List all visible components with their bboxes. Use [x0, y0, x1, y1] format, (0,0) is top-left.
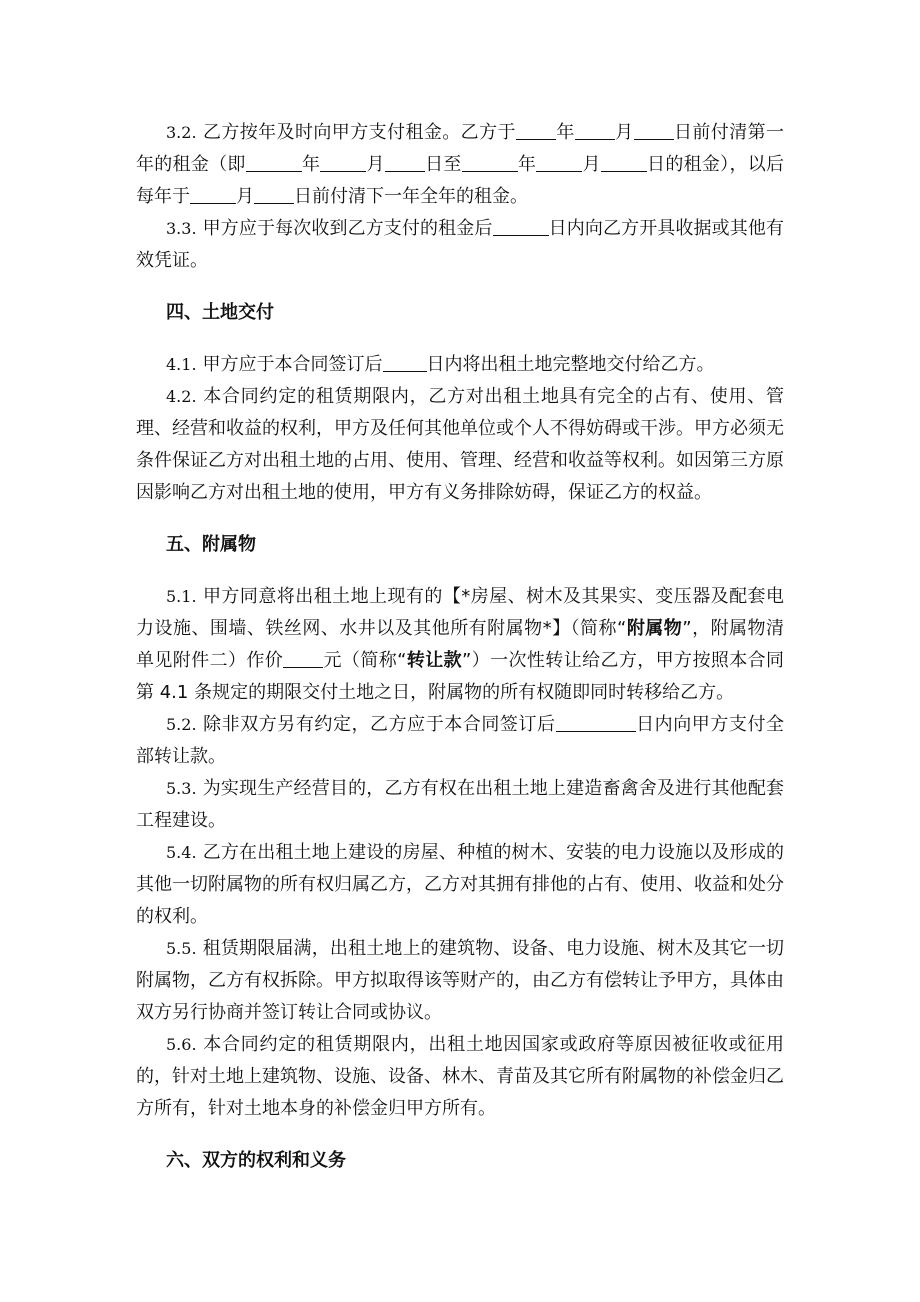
clause-text: 日前付清第一年的租金（即	[136, 122, 785, 175]
clause-text: 年	[517, 154, 537, 175]
spacer	[0, 561, 920, 581]
clause-5-2	[0, 709, 920, 773]
clause-text: 日的租金），以后每年于	[136, 154, 785, 207]
clause-text: 乙方在出租土地上建设的房屋、种植的树木、安装的电力设施以及形成的其他一切附属物的所有权归属乙方，乙方对其拥有排他的占有、使用、收益和处分的权利。	[136, 842, 784, 927]
blank-field	[385, 153, 425, 172]
blank-field	[634, 121, 674, 140]
clause-text: 日前付清下一年全年的租金。	[294, 186, 528, 207]
blank-field	[536, 153, 582, 172]
clause-number: 5.5.	[166, 939, 197, 958]
clause-number: 5.1.	[166, 587, 197, 606]
clause-text: 月	[236, 186, 254, 207]
clause-text: 为实现生产经营目的，乙方有权在出租土地上建造畜禽舍及进行其他配套工程建设。	[136, 778, 784, 831]
clause-number: 5.2.	[166, 715, 197, 734]
document-body	[0, 117, 920, 1177]
clause-text: 元（简称“	[323, 650, 407, 671]
blank-field	[246, 153, 302, 172]
clause-text: 日内向乙方开具收据或其他有效凭证。	[136, 218, 785, 271]
clause-number: 5.6.	[166, 1035, 197, 1054]
clause-5-4	[0, 837, 920, 933]
spacer	[0, 329, 920, 349]
blank-field	[383, 353, 427, 372]
clause-4-1	[0, 349, 920, 381]
clause-text: 本合同约定的租赁期限内，出租土地因国家或政府等原因被征收或征用的，针对土地上建筑物、设施、设备、林木、青苗及其它所有附属物的补偿金归乙方所有，针对土地本身的补偿金归甲方所有。	[136, 1034, 784, 1119]
clause-text: ”）一次性转让给乙方，甲方按照本合同第 4.1 条规定的期限交付土地之日，附属物的所有权随即同时转移给乙方。	[136, 650, 785, 703]
clause-number: 4.2.	[166, 387, 197, 406]
blank-field	[556, 713, 636, 732]
clause-number: 5.4.	[166, 843, 197, 862]
section-heading-4: 四、土地交付	[166, 302, 274, 323]
spacer	[0, 1125, 920, 1145]
defined-term: 附属物	[626, 618, 683, 639]
clause-text: 月	[614, 122, 634, 143]
spacer	[0, 277, 920, 297]
blank-field	[493, 217, 549, 236]
spacer	[0, 509, 920, 529]
blank-field	[516, 121, 556, 140]
clause-text: 年	[555, 122, 575, 143]
blank-field	[190, 185, 236, 204]
clause-4-2	[0, 381, 920, 509]
clause-text: 除非双方另有约定，乙方应于本合同签订后	[202, 714, 556, 735]
clause-text: 本合同约定的租赁期限内，乙方对出租土地具有完全的占有、使用、管理、经营和收益的权利，甲方及任何其他单位或个人不得妨碍或干涉。甲方必须无条件保证乙方对出租土地的占用、使用、管理、经营和收益等权利。如因第三方原因影响乙方对出租土地的使用，甲方有义务排除妨碍，保证乙方的权益。	[136, 386, 784, 503]
blank-field	[283, 649, 323, 668]
clause-number: 3.3.	[166, 219, 197, 238]
clause-5-3	[0, 773, 920, 837]
clause-text: ”，附属物清单见附件二）作价	[136, 618, 785, 671]
clause-text: 月	[582, 154, 601, 175]
clause-5-6	[0, 1029, 920, 1125]
clause-number: 3.2.	[166, 123, 197, 142]
clause-text: 日内将出租土地完整地交付给乙方。	[426, 354, 715, 375]
clause-text: 乙方按年及时向甲方支付租金。乙方于	[202, 122, 516, 143]
clause-text: 月	[366, 154, 385, 175]
blank-field	[575, 121, 615, 140]
clause-text: 日内向甲方支付全部转让款。	[136, 714, 784, 767]
clause-text: 甲方应于每次收到乙方支付的租金后	[202, 218, 493, 239]
clause-text: 日至	[424, 154, 462, 175]
clause-3-2	[0, 117, 920, 213]
defined-term: 转让款	[406, 650, 463, 671]
clause-text: 甲方同意将出租土地上现有的【*房屋、树木及其果实、变压器及配套电力设施、围墙、铁丝网、水井以及其他所有附属物*】（简称“	[136, 586, 784, 639]
blank-field	[254, 185, 294, 204]
clause-text: 甲方应于本合同签订后	[202, 354, 383, 375]
clause-5-1	[0, 581, 920, 709]
clause-text: 租赁期限届满，出租土地上的建筑物、设备、电力设施、树木及其它一切附属物，乙方有权拆除。甲方拟取得该等财产的，由乙方有偿转让予甲方，具体由双方另行协商并签订转让合同或协议。	[136, 938, 784, 1023]
blank-field	[462, 153, 518, 172]
clause-text: 年	[301, 154, 321, 175]
blank-field	[320, 153, 366, 172]
clause-3-3	[0, 213, 920, 277]
blank-field	[601, 153, 647, 172]
clause-number: 4.1.	[166, 355, 197, 374]
clause-number: 5.3.	[166, 779, 197, 798]
section-heading-5: 五、附属物	[166, 534, 256, 555]
clause-5-5	[0, 933, 920, 1029]
section-heading-6: 六、双方的权利和义务	[166, 1150, 346, 1171]
